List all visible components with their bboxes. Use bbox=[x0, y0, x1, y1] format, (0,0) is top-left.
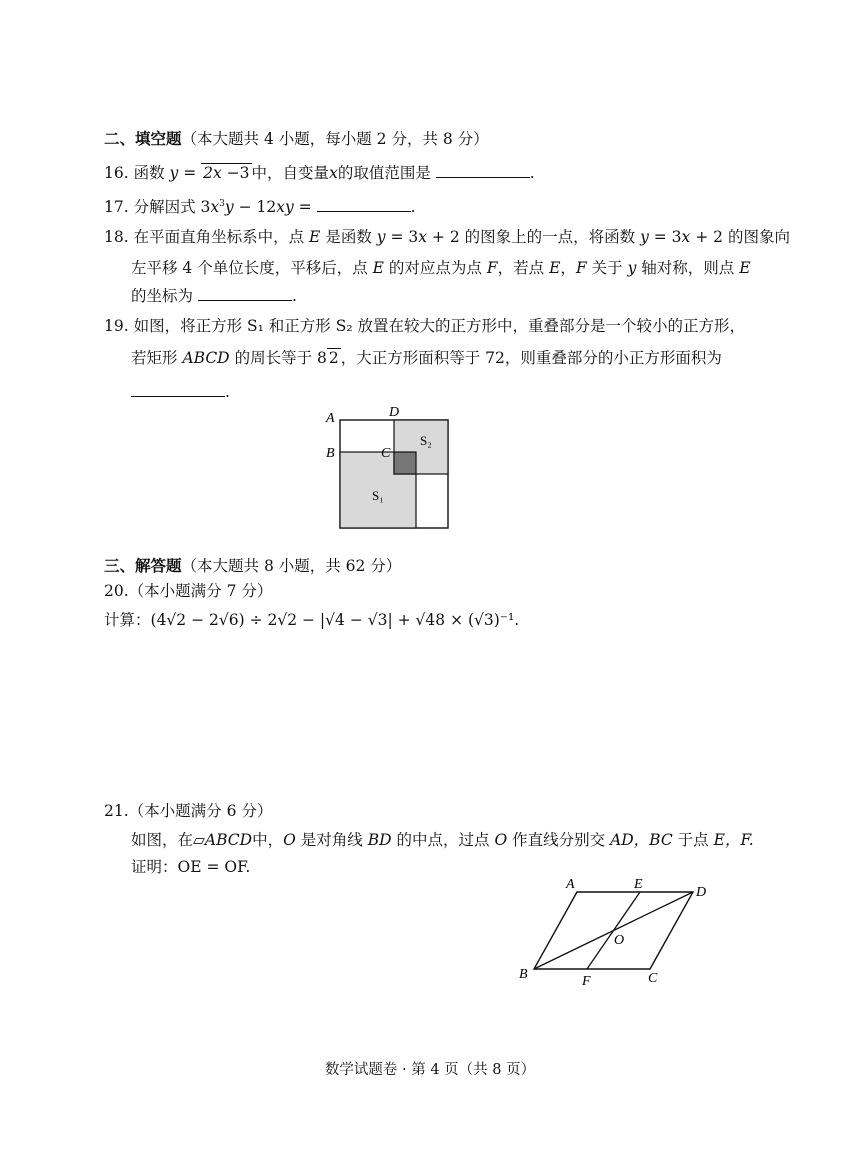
label-o: O bbox=[614, 933, 625, 948]
q18-text: 轴对称，则点 bbox=[641, 259, 735, 277]
question-21-proof: 证明：OE = OF. bbox=[131, 858, 251, 876]
question-19-line-2 bbox=[131, 347, 722, 369]
q19-text: 若矩形 bbox=[131, 349, 178, 367]
question-20-header: 20.（本小题满分 7 分） bbox=[104, 582, 273, 600]
q21-text: E，F. bbox=[713, 831, 754, 849]
q21-text: 是对角线 bbox=[300, 831, 363, 849]
q18-point-e: E bbox=[309, 228, 321, 246]
label-a: A bbox=[326, 411, 335, 426]
q18-text: ，若点 bbox=[497, 259, 545, 277]
q19-radical: 2 bbox=[328, 349, 339, 367]
question-16: 16. 函数 y = 2x −3 中，自变量x的取值范围是 . bbox=[104, 161, 535, 184]
q16-end: . bbox=[529, 164, 535, 182]
q19-end: . bbox=[225, 383, 230, 401]
label-b: B bbox=[326, 446, 335, 461]
q18-text: 的坐标为 bbox=[131, 287, 194, 305]
label-f: F bbox=[582, 974, 591, 989]
q18-text: 的对应点为点 bbox=[388, 259, 482, 277]
q18-text: 在平面直角坐标系中，点 bbox=[133, 228, 305, 246]
q21-text: 作直线分别交 bbox=[512, 831, 606, 849]
q19-text: 如图，将正方形 S₁ 和正方形 S₂ 放置在较大的正方形中，重叠部分是一个较小的正方形， bbox=[133, 317, 745, 335]
question-19-line-3 bbox=[131, 380, 230, 403]
q18-function: y = 3x + 2 bbox=[640, 228, 723, 246]
q18-function: y = 3x + 2 bbox=[376, 228, 460, 246]
question-21-header: 21.（本小题满分 6 分） bbox=[104, 802, 273, 820]
label-e: E bbox=[634, 877, 643, 892]
question-19-line-1 bbox=[104, 315, 745, 337]
q18-text: 的图象上的一点，将函数 bbox=[464, 228, 636, 246]
q16-var: x bbox=[329, 164, 338, 182]
page-footer: 数学试题卷 · 第 4 页（共 8 页） bbox=[324, 1062, 536, 1078]
overlap-square bbox=[394, 452, 416, 474]
q17-end: . bbox=[410, 198, 416, 217]
q19-number: 19. bbox=[104, 317, 129, 335]
q19-rect-name: ABCD bbox=[182, 349, 230, 367]
q17-number: 17. bbox=[104, 198, 129, 217]
q20-label: 计算： bbox=[104, 611, 151, 629]
q21-text: 的中点，过点 bbox=[396, 831, 490, 849]
label-a: A bbox=[566, 877, 575, 892]
label-s2: S₂ bbox=[420, 433, 432, 448]
q18-text: 左平移 4 个单位长度，平移后，点 bbox=[131, 259, 368, 277]
q21-text: 于点 bbox=[677, 831, 709, 849]
q16-number: 16. bbox=[104, 164, 129, 182]
question-20-body bbox=[104, 609, 519, 631]
question-21-line-1 bbox=[131, 829, 754, 851]
q19-text: ，大正方形面积等于 72，则重叠部分的小正方形面积为 bbox=[340, 349, 722, 367]
q16-pre: 函数 bbox=[133, 164, 165, 182]
q16-formula: y bbox=[169, 164, 179, 182]
label-b: B bbox=[519, 967, 528, 982]
q16-mid: 中，自变量 bbox=[251, 164, 330, 182]
q19-figure bbox=[320, 400, 460, 535]
section-3-note: （本大题共 8 小题，共 62 分） bbox=[181, 557, 402, 575]
q21-text: 中， bbox=[252, 831, 284, 849]
q19-answer-blank[interactable] bbox=[131, 380, 225, 397]
section-2-heading: 二、填空题 bbox=[104, 129, 182, 148]
q21-text: O bbox=[283, 831, 296, 849]
question-18-line-3 bbox=[131, 284, 297, 307]
section-3-heading: 三、解答题 bbox=[104, 556, 182, 575]
section-2-note: （本大题共 4 小题，每小题 2 分，共 8 分） bbox=[181, 130, 489, 148]
q21-text: BD bbox=[367, 831, 392, 849]
label-s1: S₁ bbox=[372, 488, 384, 503]
label-d: D bbox=[696, 885, 707, 900]
label-c: C bbox=[648, 971, 658, 986]
q18-end: . bbox=[291, 287, 297, 305]
q18-answer-blank[interactable] bbox=[198, 284, 292, 301]
q21-text: 如图，在 bbox=[131, 831, 194, 849]
q20-expression: (4√2 − 2√6) ÷ 2√2 − |√4 − √3| + √48 × (√3)⁻¹. bbox=[150, 611, 520, 629]
section-3-title bbox=[104, 555, 401, 577]
q16-answer-blank[interactable] bbox=[436, 161, 530, 178]
line-ef bbox=[587, 892, 640, 969]
question-17 bbox=[104, 193, 416, 218]
q19-text: 的周长等于 8 bbox=[234, 349, 327, 367]
question-18-line-2: 左平移 4 个单位长度，平移后，点 E 的对应点为点 F，若点 E，F 关于 y 轴对称，则点 E bbox=[131, 259, 751, 277]
question-18-line-1 bbox=[104, 226, 790, 248]
section-2-title bbox=[104, 128, 489, 150]
q21-figure bbox=[510, 872, 720, 992]
q16-radical: 2x −3 bbox=[203, 164, 250, 182]
label-d: D bbox=[389, 405, 400, 420]
q18-text: 的图象向 bbox=[727, 228, 790, 246]
q21-parallelogram: ▱ABCD bbox=[193, 831, 253, 849]
q17-expression: $3x^3y - 12xy$ = bbox=[200, 198, 312, 217]
q17-pre: 分解因式 bbox=[133, 198, 196, 217]
q18-text: 是函数 bbox=[325, 228, 372, 246]
q16-post: 的取值范围是 bbox=[337, 164, 431, 182]
q18-text: 关于 bbox=[591, 259, 623, 277]
q21-text: AD，BC bbox=[610, 831, 673, 849]
q21-text: O bbox=[494, 831, 508, 849]
label-c: C bbox=[381, 446, 391, 461]
q18-number: 18. bbox=[104, 228, 129, 246]
q17-answer-blank[interactable] bbox=[317, 195, 411, 212]
